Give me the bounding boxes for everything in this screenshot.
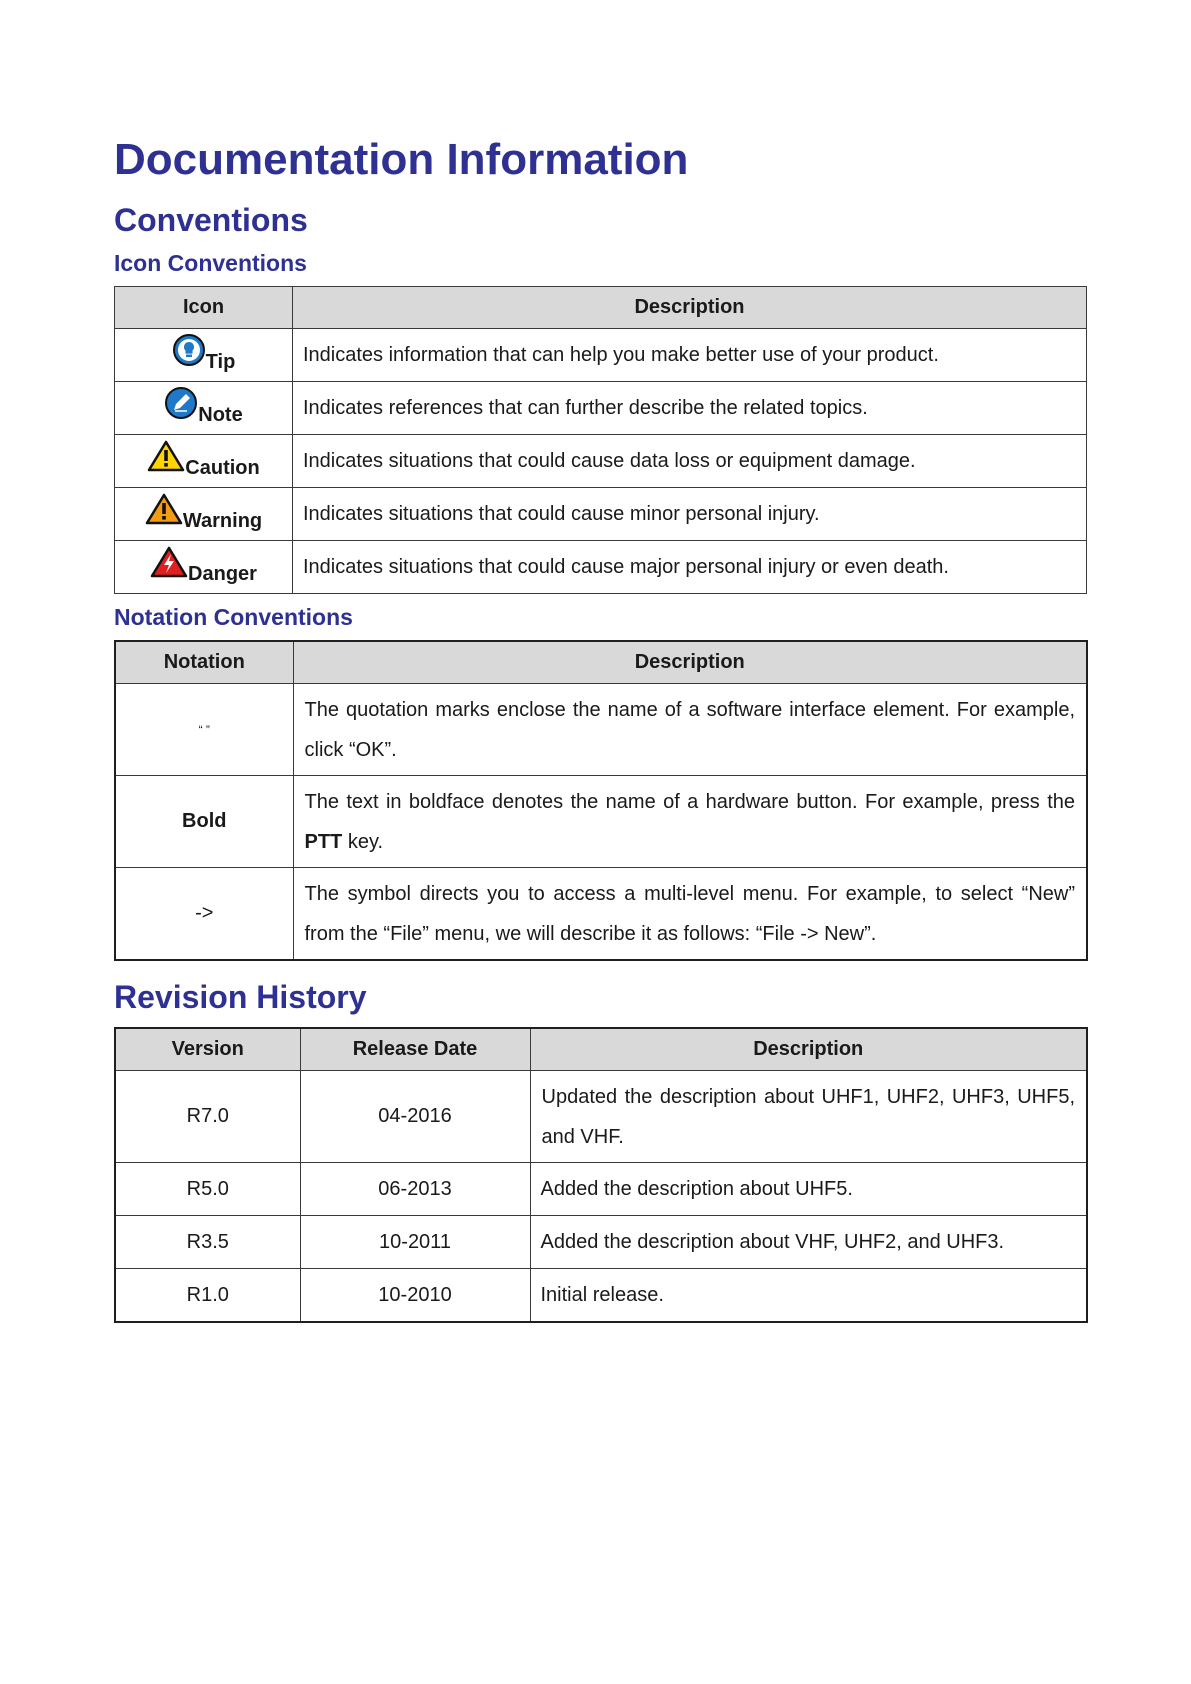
description-cell: Indicates references that can further describe the related topics. xyxy=(293,382,1087,435)
table-row xyxy=(115,1269,1087,1323)
document-page xyxy=(114,128,1086,1323)
icon-conventions-heading: Icon Conventions xyxy=(114,250,307,276)
conventions-heading: Conventions xyxy=(114,202,308,238)
notation-conventions-heading: Notation Conventions xyxy=(114,604,353,630)
description-cell: Indicates situations that could cause minor personal injury. xyxy=(293,488,1087,541)
revision-history-heading: Revision History xyxy=(114,979,367,1015)
icon-conventions-table xyxy=(114,286,1087,594)
danger-icon xyxy=(150,546,188,578)
version-cell: R5.0 xyxy=(115,1163,300,1216)
column-header: Notation xyxy=(115,641,293,684)
table-row xyxy=(115,435,1087,488)
description-cell: The quotation marks enclose the name of a software interface element. For example, click “OK”. xyxy=(293,684,1087,776)
icon-cell xyxy=(115,488,293,541)
icon-label: Danger xyxy=(188,563,257,586)
revision-history-table xyxy=(114,1027,1088,1323)
description-cell: Indicates situations that could cause data loss or equipment damage. xyxy=(293,435,1087,488)
column-header: Release Date xyxy=(300,1028,530,1071)
version-cell: R1.0 xyxy=(115,1269,300,1323)
description-text: The text in boldface denotes the name of a hardware button. For example, press the xyxy=(304,790,1075,813)
table-row xyxy=(115,684,1087,776)
description-cell: Indicates situations that could cause major personal injury or even death. xyxy=(293,541,1087,594)
column-header: Description xyxy=(293,641,1087,684)
table-row xyxy=(115,541,1087,594)
description-text: key. xyxy=(342,830,384,853)
notation-conventions-table xyxy=(114,640,1088,961)
notation-cell: “ ” xyxy=(115,684,293,776)
icon-label: Note xyxy=(198,404,243,427)
table-header-row xyxy=(115,287,1087,329)
table-row xyxy=(115,488,1087,541)
version-cell: R3.5 xyxy=(115,1216,300,1269)
table-row xyxy=(115,868,1087,961)
note-icon xyxy=(164,386,198,420)
table-row xyxy=(115,329,1087,382)
table-row xyxy=(115,1163,1087,1216)
column-header: Icon xyxy=(115,287,293,329)
tip-icon xyxy=(172,333,206,367)
icon-cell xyxy=(115,382,293,435)
table-row xyxy=(115,776,1087,868)
icon-label: Warning xyxy=(182,510,263,533)
page-title: Documentation Information xyxy=(114,135,689,184)
version-cell: R7.0 xyxy=(115,1071,300,1163)
icon-cell xyxy=(115,329,293,382)
table-header-row xyxy=(115,641,1087,684)
description-cell: The symbol directs you to access a multi-level menu. For example, to select “New” from the “File” menu, we will describe it as follows: “File -> New”. xyxy=(293,868,1087,961)
ptt-key-text: PTT xyxy=(304,830,343,853)
icon-cell xyxy=(115,435,293,488)
date-cell: 06-2013 xyxy=(300,1163,530,1216)
caution-icon xyxy=(147,440,185,472)
date-cell: 10-2011 xyxy=(300,1216,530,1269)
table-row xyxy=(115,1216,1087,1269)
description-cell: Initial release. xyxy=(530,1269,1087,1323)
description-cell xyxy=(293,776,1087,868)
notation-cell: -> xyxy=(115,868,293,961)
description-cell: Added the description about UHF5. xyxy=(530,1163,1087,1216)
date-cell: 04-2016 xyxy=(300,1071,530,1163)
table-row xyxy=(115,382,1087,435)
column-header: Description xyxy=(530,1028,1087,1071)
icon-label: Tip xyxy=(205,351,236,374)
icon-cell xyxy=(115,541,293,594)
notation-cell: Bold xyxy=(115,776,293,868)
icon-label: Caution xyxy=(185,457,260,480)
column-header: Version xyxy=(115,1028,300,1071)
column-header: Description xyxy=(293,287,1087,329)
table-row xyxy=(115,1071,1087,1163)
description-cell: Updated the description about UHF1, UHF2, UHF3, UHF5, and VHF. xyxy=(530,1071,1087,1163)
table-header-row xyxy=(115,1028,1087,1071)
description-cell: Indicates information that can help you make better use of your product. xyxy=(293,329,1087,382)
warning-icon xyxy=(145,493,183,525)
date-cell: 10-2010 xyxy=(300,1269,530,1323)
description-cell: Added the description about VHF, UHF2, and UHF3. xyxy=(530,1216,1087,1269)
